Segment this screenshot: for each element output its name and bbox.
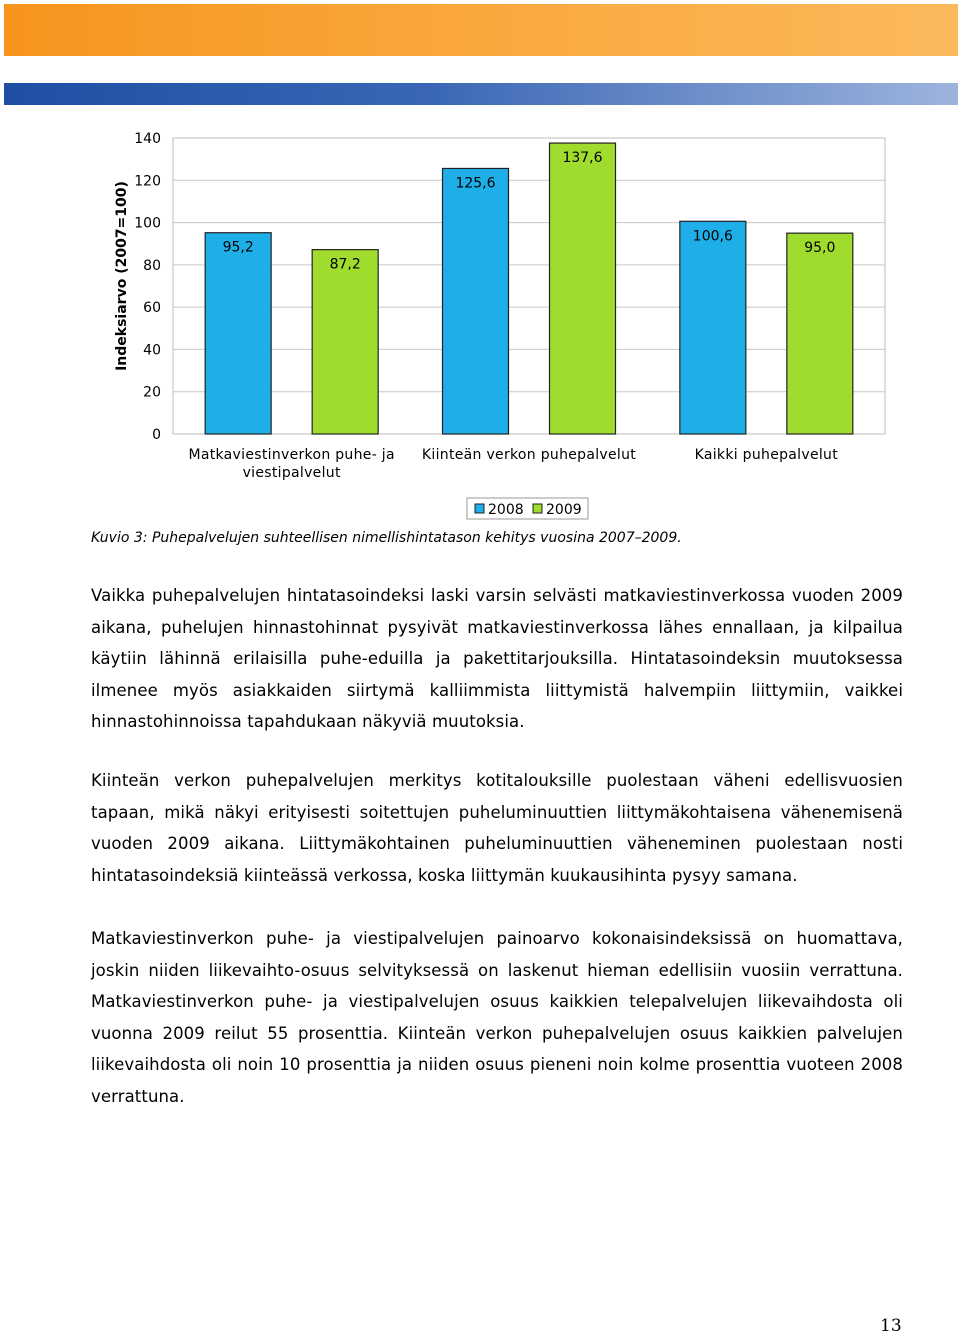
plot-frame [173,138,885,434]
bar-2009-2 [550,143,616,434]
x-category-label: viestipalvelut [242,465,341,481]
legend-swatch-2008 [475,504,484,513]
x-category-label: Kiinteän verkon puhepalvelut [421,447,637,463]
bar-value-label: 87,2 [329,256,361,273]
figure-caption: Kuvio 3: Puhepalvelujen suhteellisen nimellishintatason kehitys vuosina 2007–2009. [91,530,682,546]
page-number: 13 [880,1316,902,1336]
y-tick-label: 120 [134,173,161,190]
bar-2009-3 [787,233,853,434]
legend-label-2009: 2009 [546,502,582,518]
legend-swatch-2009 [533,504,542,513]
y-axis-title: Indeksiarvo (2007=100) [114,181,130,371]
bar-value-label: 125,6 [455,175,496,192]
price-index-bar-chart [0,115,960,525]
y-tick-label: 20 [143,384,161,401]
bar-2008-3 [680,221,746,434]
bar-value-label: 100,6 [692,228,733,245]
y-tick-label: 60 [143,300,161,317]
bar-value-label: 95,2 [222,239,254,256]
bar-value-label: 95,0 [804,240,836,257]
bar-2009-1 [312,250,378,434]
x-category-label: Kaikki puhepalvelut [694,447,839,463]
y-tick-label: 80 [143,257,161,274]
paragraph-3: Matkaviestinverkon puhe- ja viestipalvelujen painoarvo kokonaisindeksissä on huomattava, joskin niiden liikevaihto-osuus selvityksessä on laskenut hieman edellisiin vuosiin verrattuna. Matkaviestinverkon puhe- ja viestipalvelujen osuus kaikkien telepalvelujen liikevaihdosta oli vuonna 2009 reilut 55 prosenttia. Kiinteän verkon puhepalvelujen osuus kaikkien palvelujen liikevaihdosta oli noin 10 prosenttia ja niiden osuus pieneni noin kolme prosenttia vuoteen 2008 verrattuna. [91,929,903,1106]
paragraph-2: Kiinteän verkon puhepalvelujen merkitys kotitalouksille puolestaan väheni edellisvuosien tapaan, mikä näkyi erityisesti soitettujen puheluminuuttien liittymäkohtaisena vähenemisenä vuoden 2009 aikana. Liittymäkohtainen puheluminuuttien väheneminen puolestaan nosti hintatasoindeksiä kiinteässä verkossa, koska liittymän kuukausihinta pysyy samana. [91,771,903,885]
y-tick-label: 140 [134,131,161,147]
y-tick-label: 40 [143,342,161,359]
y-tick-label: 0 [152,427,161,443]
legend-label-2008: 2008 [488,502,524,518]
bar-2008-1 [205,233,271,434]
y-tick-label: 100 [134,215,161,232]
x-category-label: Matkaviestinverkon puhe- ja [188,447,395,463]
bar-value-label: 137,6 [562,150,603,167]
header-orange-band [4,4,958,56]
header-blue-band [4,83,958,105]
bar-2008-2 [443,168,509,434]
paragraph-1: Vaikka puhepalvelujen hintatasoindeksi laski varsin selvästi matkaviestinverkossa vuoden 2009 aikana, puhelujen hinnastohinnat pysyivät matkaviestinverkossa lähes ennallaan, ja kilpailua käytiin lähinnä erilaisilla puhe-eduilla ja pakettitarjouksilla. Hintatasoindeksin muutoksessa ilmenee myös asiakkaiden siirtymä kalliimmista liittymistä halvempiin liittymiin, vaikkei hinnastohinnoissa tapahdukaan näkyviä muutoksia. [91,586,903,731]
